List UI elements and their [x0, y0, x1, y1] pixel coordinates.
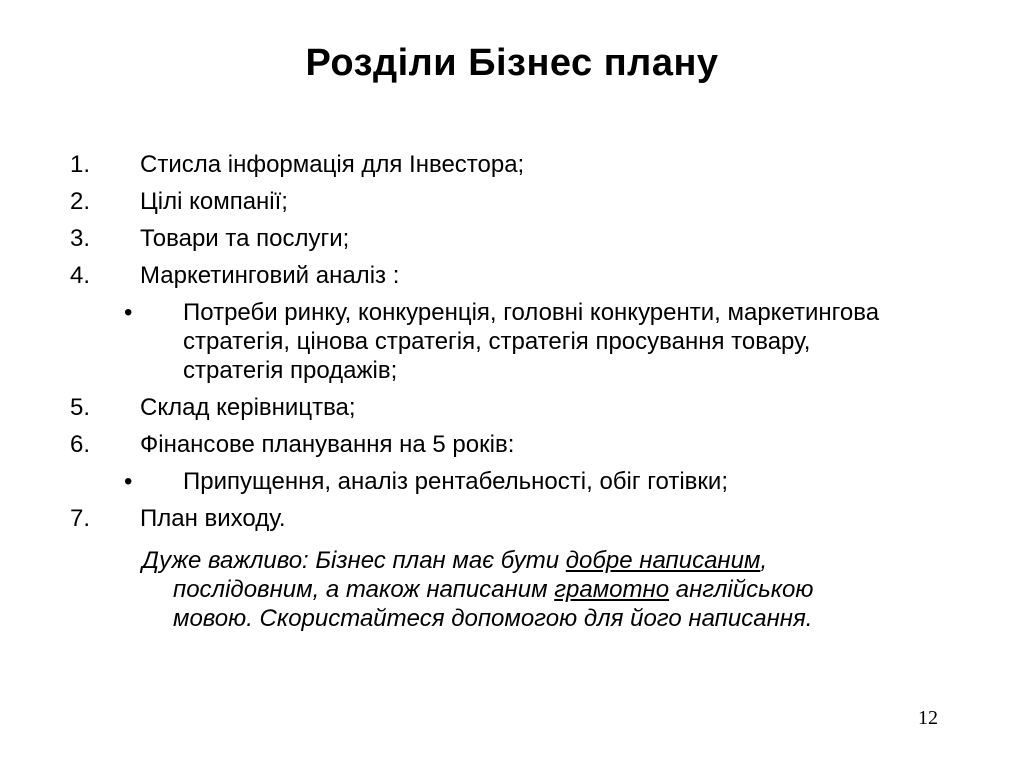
list-number: 4.: [70, 262, 91, 289]
note-text: англійською: [669, 576, 814, 603]
list-item-text: Стисла інформація для Інвестора;: [140, 151, 525, 178]
list-number: 7.: [70, 505, 91, 532]
note-text: Дуже важливо: Бізнес план має бути: [142, 547, 566, 574]
slide-title: Розділи Бізнес плану: [305, 42, 719, 84]
list-item: [0, 224, 1024, 253]
section-list: [0, 150, 1024, 541]
list-item-text: Склад керівництва;: [140, 394, 356, 421]
list-item: [0, 187, 1024, 216]
list-number: 1.: [70, 151, 91, 178]
note-underlined-text: грамотно: [554, 576, 670, 603]
list-number: 3.: [70, 225, 91, 252]
list-item-text: Цілі компанії;: [140, 188, 288, 215]
list-item-text: Фінансове планування на 5 років:: [140, 431, 515, 458]
list-item: [0, 393, 1024, 422]
page-number: 12: [918, 707, 938, 729]
list-number: 2.: [70, 188, 91, 215]
note-underlined-text: добре написаним: [565, 547, 761, 574]
bullet-icon: •: [124, 468, 133, 495]
note-text: ,: [760, 547, 768, 574]
bullet-icon: •: [124, 299, 133, 326]
note-text: мовою. Скористайтеся допомогою для його написання.: [173, 605, 813, 632]
list-item: [0, 150, 1024, 179]
list-item-text: Маркетинговий аналіз :: [140, 262, 400, 289]
list-item-text: Товари та послуги;: [140, 225, 350, 252]
note-text: послідовним, а також написаним: [173, 576, 555, 603]
sub-list-item-text: Припущення, аналіз рентабельності, обіг готівки;: [183, 468, 728, 495]
sub-list-item: [0, 467, 1024, 496]
important-note: [142, 546, 962, 633]
sub-list-item-text: Потреби ринку, конкуренція, головні конкуренти, маркетингова стратегія, цінова стратегія, стратегія просування товару, стратегія продажів;: [183, 299, 880, 384]
list-number: 6.: [70, 431, 91, 458]
sub-list-item: [0, 298, 1024, 385]
list-item: [0, 430, 1024, 459]
note-line-3: [142, 604, 962, 633]
list-item: [0, 504, 1024, 533]
list-item: [0, 261, 1024, 290]
note-line-2: [142, 575, 962, 604]
note-line-1: [142, 546, 962, 575]
list-item-text: План виходу.: [140, 505, 286, 532]
list-number: 5.: [70, 394, 91, 421]
